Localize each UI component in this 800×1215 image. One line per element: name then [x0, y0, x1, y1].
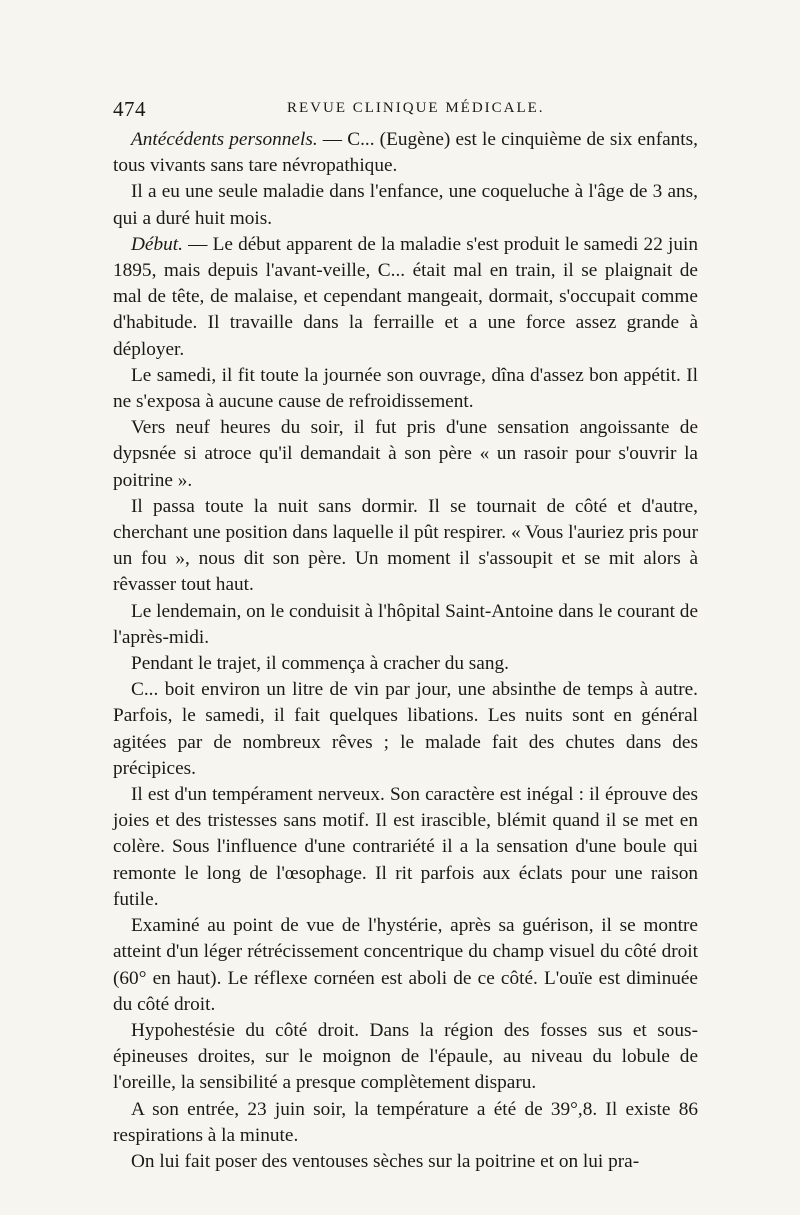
journal-title: REVUE CLINIQUE MÉDICALE. [287, 100, 545, 116]
paragraph-examen [113, 913, 698, 1018]
section-lead: Antécédents personnels. [131, 129, 318, 150]
body-text [113, 127, 698, 1175]
paragraph-text: Examiné au point de vue de l'hystérie, après sa guérison, il se montre atteint d'un léger rétrécissement concentrique du champ visuel du côté droit (60° en haut). Le réflexe cornéen est aboli de ce côté. L'ouïe est diminuée du côté droit. [113, 915, 698, 1015]
paragraph-text: On lui fait poser des ventouses sèches sur la poitrine et on lui pra- [131, 1150, 640, 1172]
paragraph-lendemain [113, 599, 698, 651]
page-number: 474 [113, 97, 146, 121]
paragraph-entree [113, 1097, 698, 1149]
paragraph-habitudes [113, 677, 698, 782]
paragraph-text: Hypohestésie du côté droit. Dans la région des fosses sus et sous-épineuses droites, sur le moignon de l'épaule, au niveau du lobule de l'oreille, la sensibilité a presque complètement disparu. [113, 1019, 698, 1094]
paragraph-samedi [113, 363, 698, 415]
paragraph-text: — C... (Eugène) est le cinquième de six enfants, tous vivants sans tare névropathique. [113, 129, 698, 177]
paragraph-hypohestesie [113, 1018, 698, 1097]
paragraph-temperament [113, 782, 698, 913]
paragraph-text: Le lendemain, on le conduisit à l'hôpital Saint-Antoine dans le courant de l'après-midi. [113, 600, 698, 648]
paragraph-coqueluche [113, 179, 698, 231]
paragraph-nuit [113, 494, 698, 599]
paragraph-text: Pendant le trajet, il commença à cracher du sang. [131, 653, 509, 675]
paragraph-debut [113, 232, 698, 363]
paragraph-text: Le samedi, il fit toute la journée son ouvrage, dîna d'assez bon appétit. Il ne s'exposa à aucune cause de refroidissement. [113, 364, 698, 413]
paragraph-text: Il a eu une seule maladie dans l'enfance, une coqueluche à l'âge de 3 ans, qui a duré huit mois. [113, 181, 698, 229]
paragraph-text: C... boit environ un litre de vin par jour, une absinthe de temps à autre. Parfois, le samedi, il fait quelques libations. Les nuits sont en général agitées par de nombreux rêves ; le malade fait des chutes dans des précipices. [113, 679, 698, 779]
paragraph-trajet [113, 651, 698, 677]
paragraph-ventouses [113, 1149, 698, 1175]
paragraph-text: Il est d'un tempérament nerveux. Son caractère est inégal : il éprouve des joies et des tristesses sans motif. Il est irascible, blémit quand il se met en colère. Sous l'influence d'une contrariété il a la sensation d'une boule qui remonte le long de l'œsophage. Il rit parfois aux éclats pour une raison futile. [113, 784, 698, 910]
paragraph-text: Il passa toute la nuit sans dormir. Il se tournait de côté et d'autre, cherchant une position dans laquelle il pût respirer. « Vous l'auriez pris pour un fou », nous dit son père. Un moment il s'assoupit et se mit alors à rêvasser tout haut. [113, 495, 698, 596]
paragraph-neuf-heures [113, 415, 698, 494]
paragraph-text: A son entrée, 23 juin soir, la température a été de 39°,8. Il existe 86 respirations à la minute. [113, 1098, 698, 1146]
paragraph-text: Vers neuf heures du soir, il fut pris d'une sensation angoissante de dypsnée si atroce qu'il demandait à son père « un rasoir pour s'ouvrir la poitrine ». [113, 417, 698, 491]
paragraph-antecedents [113, 127, 698, 179]
section-lead: Début. [131, 233, 183, 255]
running-head [113, 97, 698, 123]
paragraph-text: — Le début apparent de la maladie s'est produit le samedi 22 juin 1895, mais depuis l'avant-veille, C... était mal en train, il se plaignait de mal de tête, de malaise, et cependant mangeait, dormait, s'occupait comme d'habitude. Il travaille dans la ferraille et a une force assez grande à déployer. [113, 233, 698, 360]
